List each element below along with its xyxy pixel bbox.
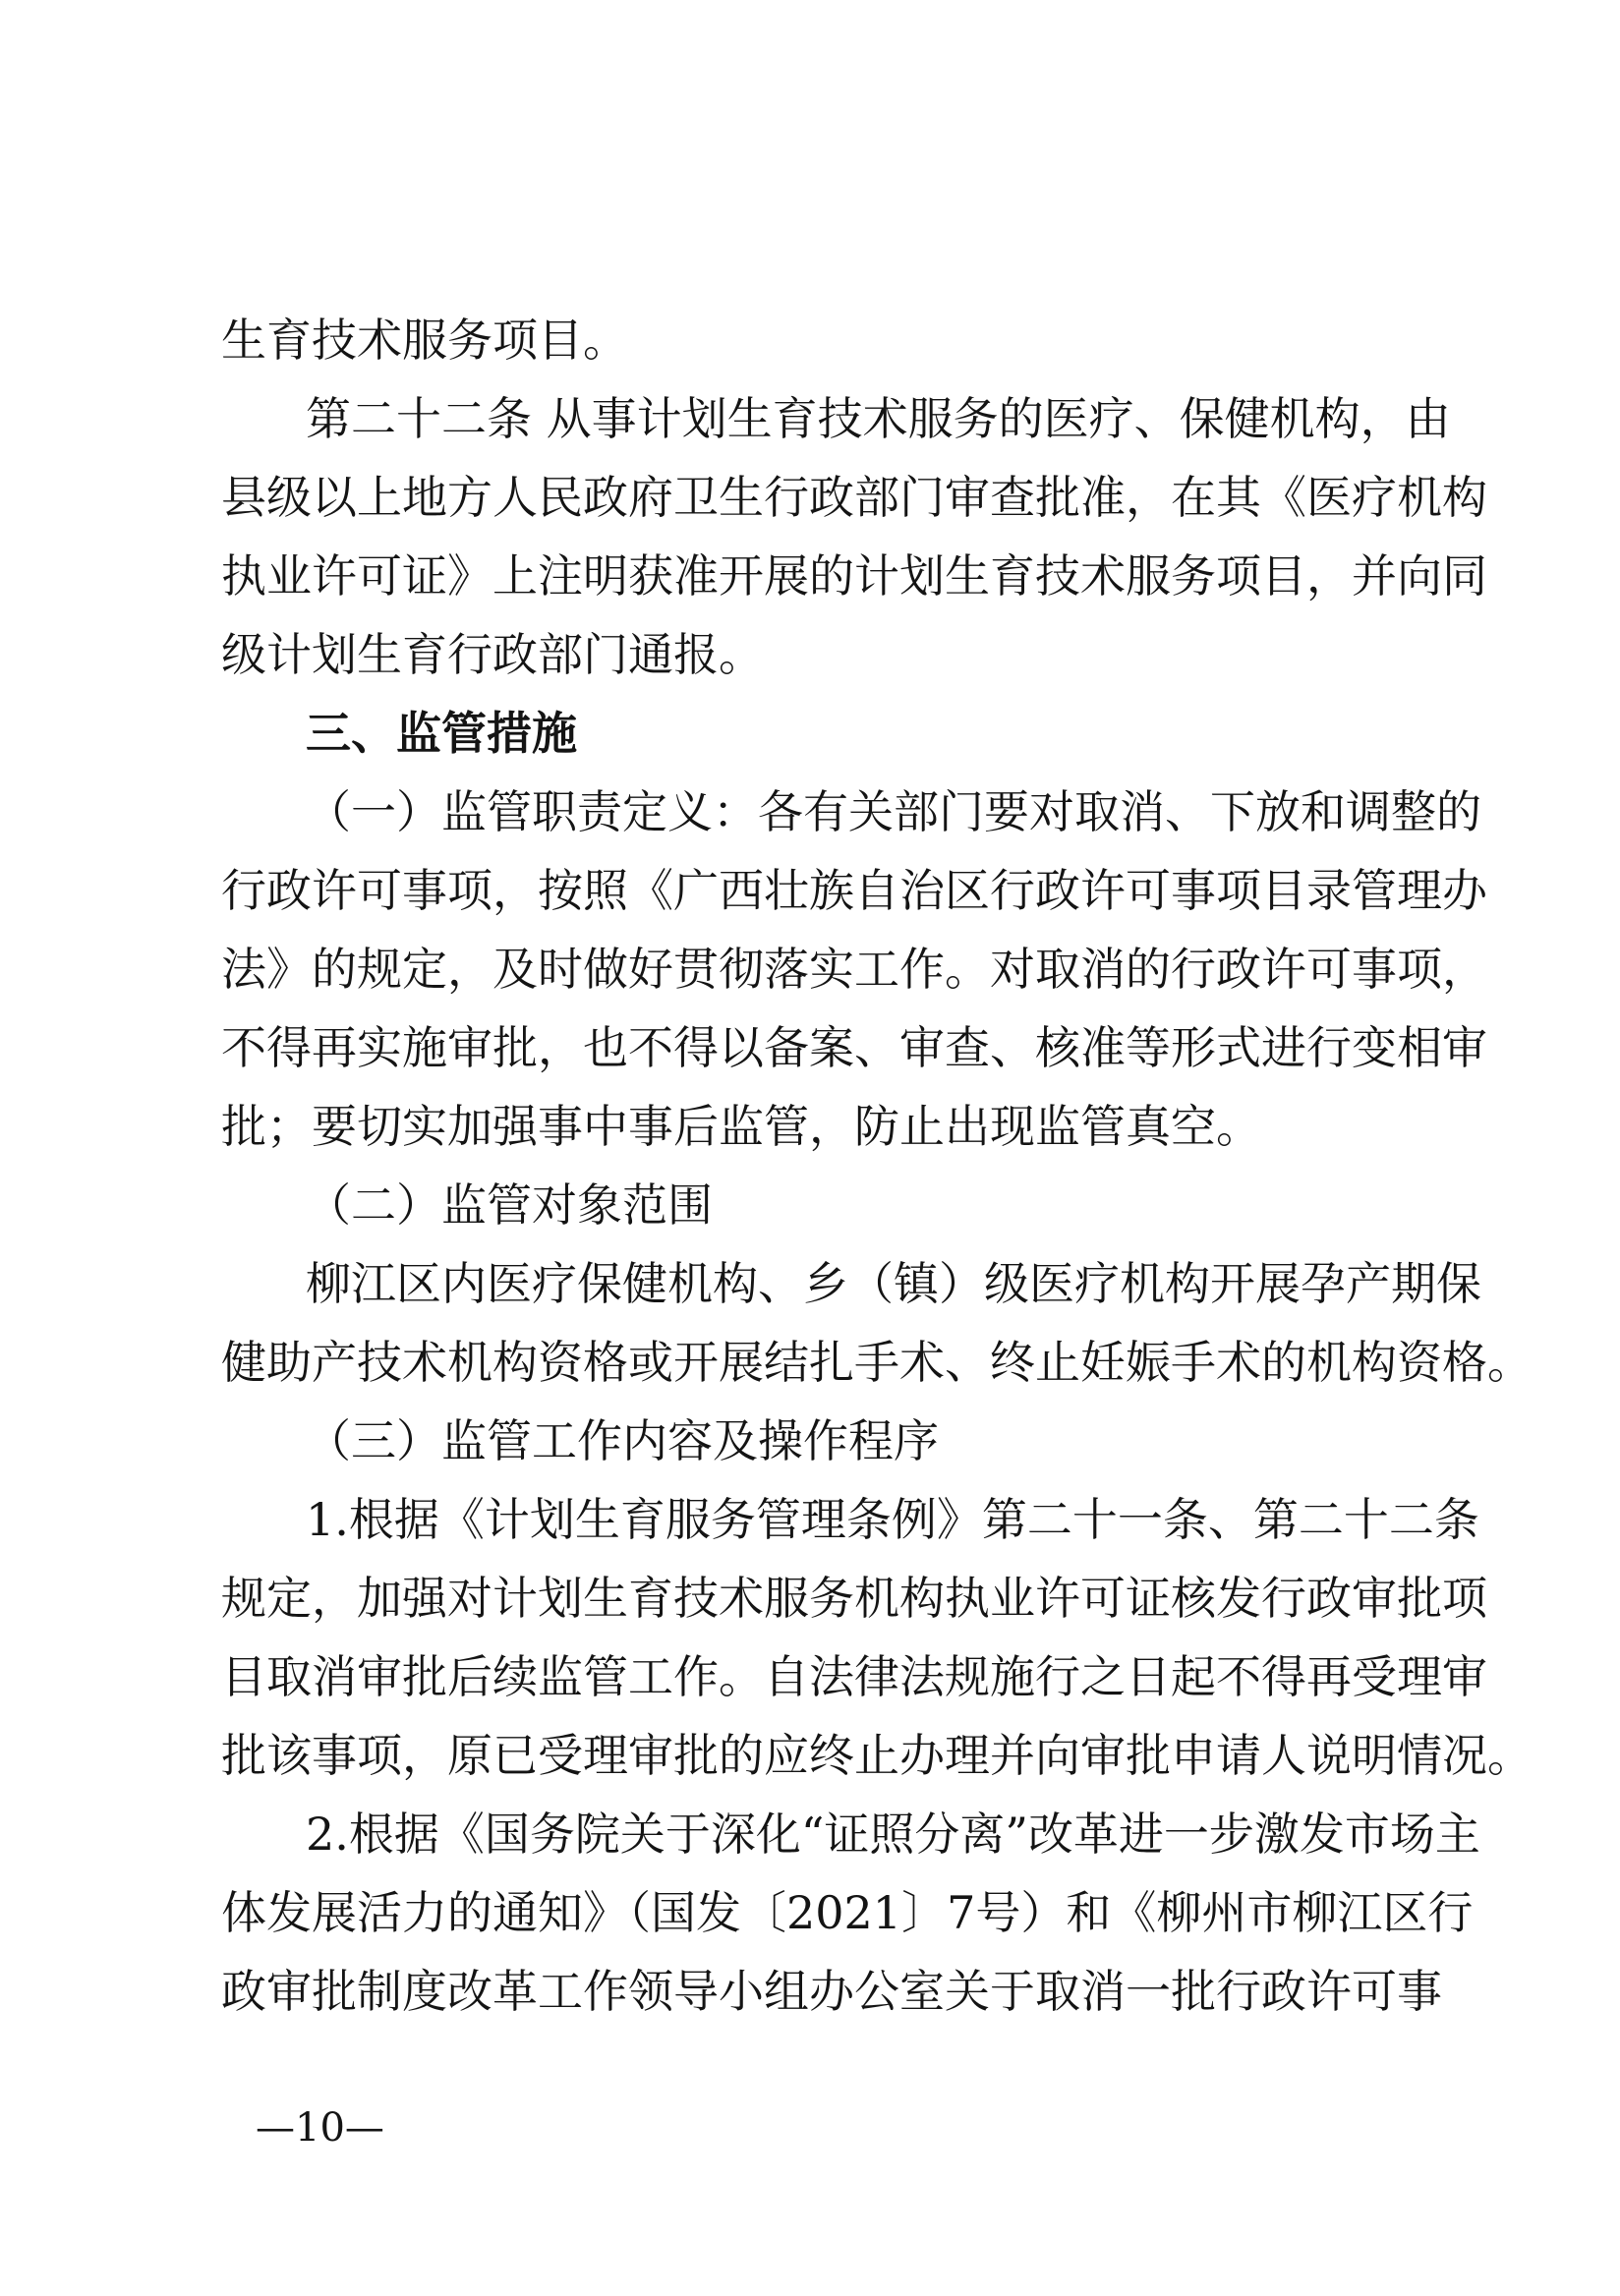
text-line: 批；要切实加强事中事后监管，防止出现监管真空。 [221, 1100, 1261, 1153]
text-line: 县级以上地方人民政府卫生行政部门审查批准，在其《医疗机构 [221, 471, 1487, 524]
text-line: 不得再实施审批，也不得以备案、审查、核准等形式进行变相审 [221, 1021, 1487, 1074]
text-line: 生育技术服务项目。 [221, 314, 628, 367]
page-number: —10— [256, 2105, 384, 2151]
text-line: 行政许可事项，按照《广西壮族自治区行政许可事项目录管理办 [221, 864, 1487, 917]
text-line: 级计划生育行政部门通报。 [221, 628, 764, 681]
subsection-heading: （二）监管对象范围 [306, 1178, 713, 1232]
text-line: 第二十二条 从事计划生育技术服务的医疗、保健机构，由 [306, 392, 1451, 445]
text-line: 健助产技术机构资格或开展结扎手术、终止妊娠手术的机构资格。 [221, 1336, 1533, 1389]
text-line: 目取消审批后续监管工作。自法律法规施行之日起不得再受理审 [221, 1650, 1487, 1703]
text-line: 法》的规定，及时做好贯彻落实工作。对取消的行政许可事项， [221, 943, 1487, 996]
text-line: （一）监管职责定义：各有关部门要对取消、下放和调整的 [306, 785, 1481, 838]
text-line: 体发展活力的通知》（国发〔2021〕7号）和《柳州市柳江区行 [221, 1886, 1474, 1939]
text-line: 1.根据《计划生育服务管理条例》第二十一条、第二十二条 [306, 1493, 1479, 1546]
text-line: 政审批制度改革工作领导小组办公室关于取消一批行政许可事 [221, 1965, 1442, 2018]
section-heading: 三、监管措施 [306, 707, 577, 760]
text-line: 批该事项，原已受理审批的应终止办理并向审批申请人说明情况。 [221, 1729, 1533, 1782]
text-line: 2.根据《国务院关于深化“证照分离”改革进一步激发市场主 [306, 1808, 1480, 1861]
subsection-heading: （三）监管工作内容及操作程序 [306, 1414, 939, 1467]
text-line: 规定，加强对计划生育技术服务机构执业许可证核发行政审批项 [221, 1572, 1487, 1625]
text-line: 执业许可证》上注明获准开展的计划生育技术服务项目，并向同 [221, 549, 1487, 603]
text-line: 柳江区内医疗保健机构、乡（镇）级医疗机构开展孕产期保 [306, 1257, 1481, 1310]
